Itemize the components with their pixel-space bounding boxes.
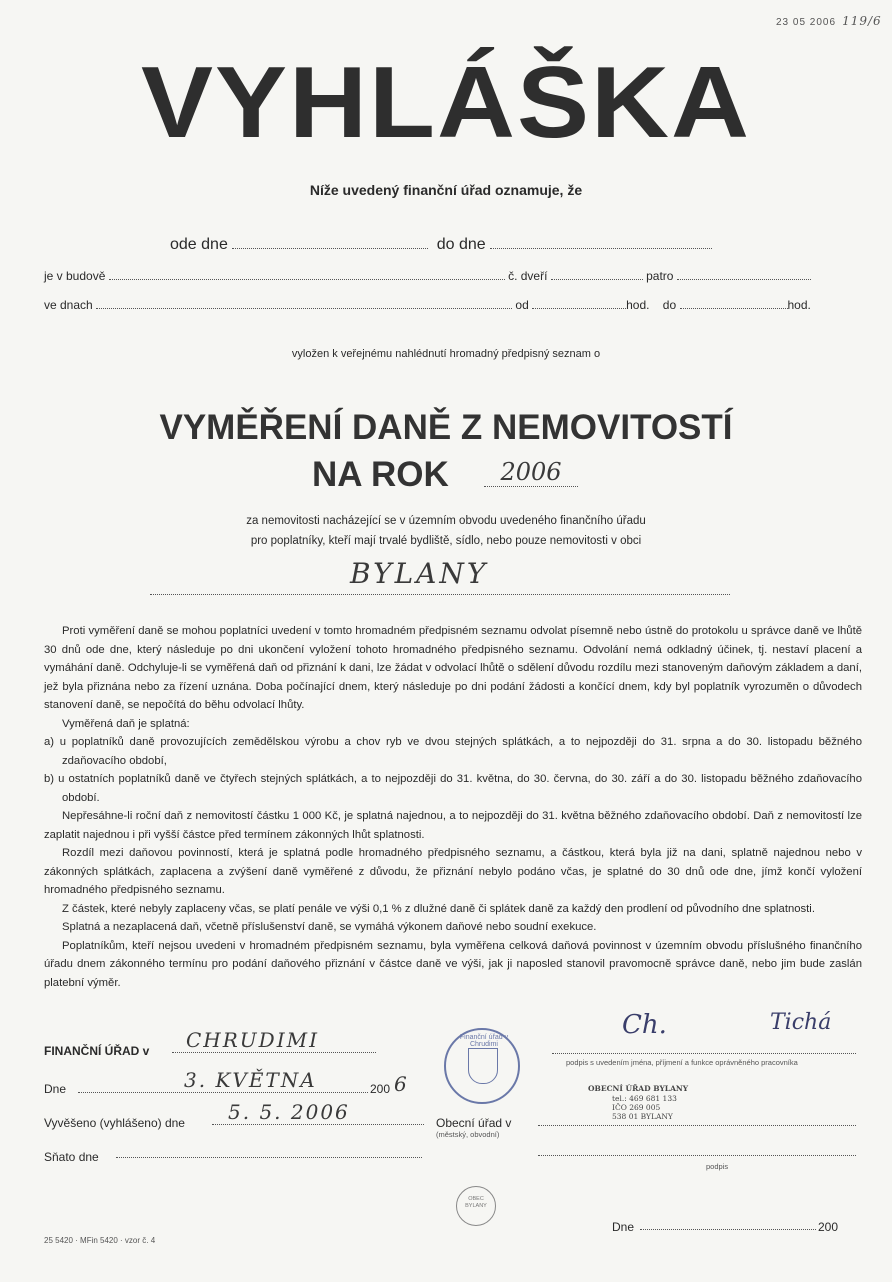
municipality-field	[150, 557, 730, 595]
seal-text: Finanční úřad v Chrudimi	[459, 1034, 509, 1048]
door-label: č. dveří	[508, 269, 548, 283]
bottom-dne-field	[640, 1218, 816, 1230]
receipt-ref: 119/6	[842, 14, 882, 28]
body-paragraph: Nepřesáhne-li roční daň z nemovitostí částku 1 000 Kč, je splatná najednou, a to nejpozději do 31. května běžného zdaňovacího období. Daň z nemovitostí lze zaplatit najednou i při vyšší částce před termínem zákonných lhůt splatnosti.	[44, 810, 862, 841]
bottom-year: 200	[818, 1220, 839, 1234]
hour-label: hod.	[626, 298, 650, 312]
time-to-field	[680, 297, 788, 309]
from-date-label: ode dne	[170, 236, 228, 253]
podpis-caption: podpis	[706, 1162, 729, 1171]
time-from-field	[532, 297, 626, 309]
building-field	[109, 268, 505, 280]
ou-stamp-line4: 538 01 BYLANY	[612, 1112, 673, 1121]
to-date-label: do dne	[436, 236, 486, 253]
municipality-value: BYLANY	[350, 557, 489, 590]
sub-line1: za nemovitosti nacházející se v územním obvodu uvedeného finančního úřadu	[246, 515, 646, 527]
obec-seal-icon	[456, 1186, 496, 1226]
vyveseno-label: Vyvěšeno (vyhlášeno) dne	[44, 1116, 185, 1130]
ou-stamp-line2: tel.: 469 681 133	[612, 1094, 677, 1103]
body-paragraph: Proti vyměření daně se mohou poplatníci uvedení v tomto hromadném předpisném seznamu odvolat písemně nebo ústně do protokolu u správce daně ve lhůtě 30 dnů ode dne, který následuje po dni ukončení vyložení tohoto hromadného předpisného seznamu. Odvolání nemá odkladný účinek, tj. nestaví placení a vymáhání daně. Odchyluje-li se vyměřená daň od přiznání k dani, lze žádat v odvolací lhůtě o sdělení důvodu rozdílu mezi stanoveným daňovým základem a daní, jež byla přiznána nebo za řízení uznána. Doba počínající dnem, který následuje po dni podání žádosti a končící dnem, kdy byl poplatník vyrozuměn o důvodech stanovení daně, se nepočítá do běhu odvolací lhůty.	[44, 625, 862, 711]
period-row	[170, 236, 712, 254]
days-row	[44, 297, 811, 312]
bottom-dne-label: Dne	[612, 1220, 635, 1234]
year-digit: 6	[394, 1072, 407, 1096]
year-field: 2006	[484, 458, 578, 487]
obecni-field	[538, 1114, 856, 1126]
from-date-field	[232, 237, 428, 249]
obec-seal-text: OBEC BYLANY	[465, 1196, 487, 1209]
ou-stamp-line3: IČO 269 005	[612, 1103, 661, 1112]
body-paragraph: Vyměřená daň je splatná:	[62, 717, 190, 730]
body-list-item: a) u poplatníků daně provozujících zemědělskou výrobu a chov ryb ve dvou stejných splátkách, a to nejpozději do 31. srpna a do 30. listopadu běžného zdaňovacího období,	[44, 736, 862, 767]
obecni-label: Obecní úřad v	[436, 1116, 512, 1130]
dne-value: 3. KVĚTNA	[78, 1068, 368, 1093]
body-paragraph: Poplatníkům, kteří nejsou uvedeni v hromadném předpisném seznamu, byla vyměřena celková daňová povinnost v územním obvodu příslušného finančního úřadu dnem zákonného termínu pro podání daňového přiznání v částce daně ve výši, jak ji naposled stanovil pravomocně správce daně, nebo jim bude zaslán platební výměr.	[44, 939, 862, 989]
heading-line1: VYMĚŘENÍ DANĚ Z NEMOVITOSTÍ	[159, 408, 733, 447]
signature-line	[552, 1042, 856, 1054]
ou-stamp-line1: OBECNÍ ÚŘAD BYLANY	[588, 1084, 689, 1093]
snato-field	[116, 1146, 422, 1158]
body-list-item: b) u ostatních poplatníků daně ve čtyřech stejných splátkách, a to nejpozději do 31. května, do 30. června, do 30. září a do 30. listopadu běžného zdaňovacího období.	[44, 773, 862, 804]
days-field	[96, 297, 512, 309]
body-text	[44, 622, 862, 992]
door-field	[551, 268, 643, 280]
building-label: je v budově	[44, 269, 106, 283]
time-to-label: do	[662, 298, 677, 312]
snato-label: Sňato dne	[44, 1150, 99, 1164]
intro-text: Níže uvedený finanční úřad oznamuje, že	[309, 182, 583, 198]
seznam-text: vyložen k veřejnému nahlédnutí hromadný předpisný seznam o	[291, 348, 601, 360]
year-prefix: 200	[370, 1082, 391, 1096]
signature-2-icon: Tichá	[770, 1010, 832, 1035]
obecni-sub: (městský, obvodní)	[436, 1130, 500, 1139]
form-code: 25 5420 · MFin 5420 · vzor č. 4	[44, 1236, 156, 1245]
signature-icon: Ch.	[622, 1010, 667, 1040]
hour-label-2: hod.	[787, 298, 811, 312]
receipt-date: 23 05 2006	[776, 17, 837, 28]
floor-label: patro	[646, 269, 674, 283]
to-date-field	[490, 237, 712, 249]
fu-value: CHRUDIMI	[172, 1028, 376, 1053]
vyveseno-value: 5. 5. 2006	[212, 1100, 424, 1125]
body-paragraph: Rozdíl mezi daňovou povinností, která je splatná podle hromadného předpisného seznamu, a částkou, která byla již na dani, splatně najednou nebo v zákonných splátkách, zaplacena a zvýšení daně vyměřené z důvodu, že přiznání nebylo podáno včas, je splatné do 30 dnů ode dne, jímž končí vyložení hromadného předpisného seznamu.	[44, 847, 862, 896]
body-paragraph: Splatná a nezaplacená daň, včetně příslušenství daně, se vymáhá výkonem daňové nebo soudní exekuce.	[62, 921, 597, 933]
building-row	[44, 268, 811, 283]
time-from-label: od	[515, 298, 529, 312]
days-label: ve dnach	[44, 298, 93, 312]
dne-label: Dne	[44, 1082, 67, 1096]
receipt-stamp	[776, 14, 882, 28]
floor-field	[677, 268, 811, 280]
signature-caption: podpis s uvedením jména, příjmení a funkce oprávněného pracovníka	[566, 1058, 798, 1067]
fu-row	[44, 1044, 149, 1058]
fu-label: FINANČNÍ ÚŘAD v	[44, 1044, 150, 1058]
podpis-field	[538, 1144, 856, 1156]
sub-line2: pro poplatníky, kteří mají trvalé bydliště, sídlo, nebo pouze nemovitosti v obci	[250, 535, 642, 547]
fu-seal-icon	[444, 1028, 520, 1104]
heading-line2: NA ROK	[312, 455, 449, 494]
body-paragraph: Z částek, které nebyly zaplaceny včas, se platí penále ve výši 0,1 % z dlužné daně či splátek daně za každý den prodlení od původního dne splatnosti.	[62, 902, 815, 915]
document-title: VYHLÁŠKA	[140, 44, 752, 159]
